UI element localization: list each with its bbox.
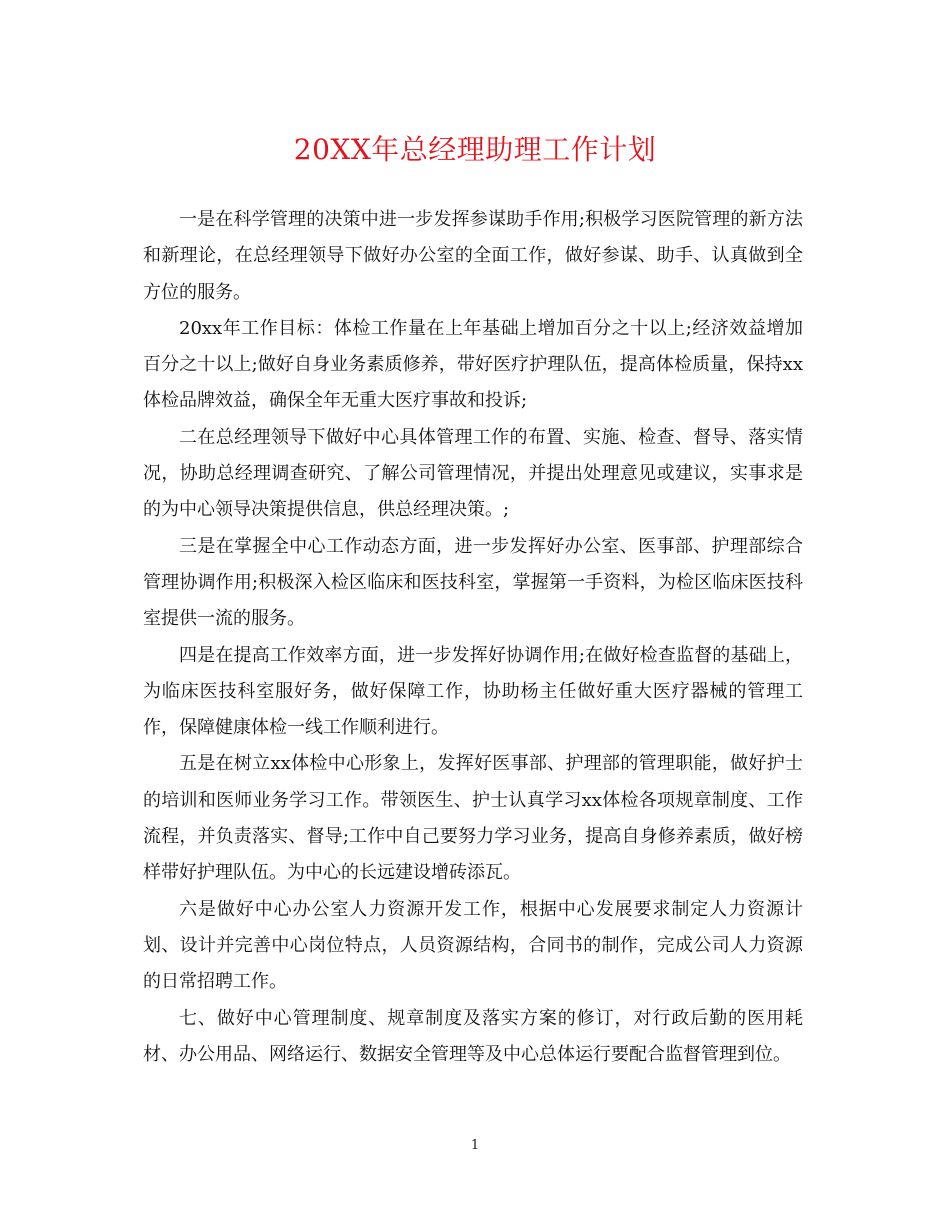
document-title: 20XX年总经理助理工作计划 — [293, 133, 657, 166]
paragraph-4: 三是在掌握全中心工作动态方面，进一步发挥好办公室、医事部、护理部综合管理协调作用;积极深入检区临床和医技科室，掌握第一手资料，为检区临床医技科室提供一流的服务。 — [143, 535, 803, 630]
paragraph-8: 七、做好中心管理制度、规章制度及落实方案的修订，对行政后勤的医用耗材、办公用品、网络运行、数据安全管理等及中心总体运行要配合监督管理到位。 — [143, 1007, 803, 1065]
paragraph-3: 二在总经理领导下做好中心具体管理工作的布置、实施、检查、督导、落实情况，协助总经理调查研究、了解公司管理情况，并提出处理意见或建议，实事求是的为中心领导决策提供信息，供总经理决策。; — [143, 426, 803, 521]
paragraph-1: 一是在科学管理的决策中进一步发挥参谋助手作用;积极学习医院管理的新方法和新理论，在总经理领导下做好办公室的全面工作，做好参谋、助手、认真做到全方位的服务。 — [143, 209, 803, 303]
document-body — [143, 202, 803, 1073]
paragraph-6: 五是在树立xx体检中心形象上，发挥好医事部、护理部的管理职能，做好护士的培训和医师业务学习工作。带领医生、护士认真学习xx体检各项规章制度、工作流程，并负责落实、督导;工作中自己要努力学习业务，提高自身修养素质，做好榜样带好护理队伍。为中心的长远建设增砖添瓦。 — [143, 753, 803, 884]
page-number: 1 — [470, 1138, 480, 1153]
paragraph-7: 六是做好中心办公室人力资源开发工作，根据中心发展要求制定人力资源计划、设计并完善中心岗位特点，人员资源结构，合同书的制作，完成公司人力资源的日常招聘工作。 — [143, 898, 803, 993]
paragraph-2: 20xx年工作目标：体检工作量在上年基础上增加百分之十以上;经济效益增加百分之十以上;做好自身业务素质修养，带好医疗护理队伍，提高体检质量，保持xx体检品牌效益，确保全年无重大医疗事故和投诉; — [143, 317, 803, 412]
paragraph-5: 四是在提高工作效率方面，进一步发挥好协调作用;在做好检查监督的基础上，为临床医技科室服好务，做好保障工作，协助杨主任做好重大医疗器械的管理工作，保障健康体检一线工作顺利进行。 — [143, 644, 803, 739]
